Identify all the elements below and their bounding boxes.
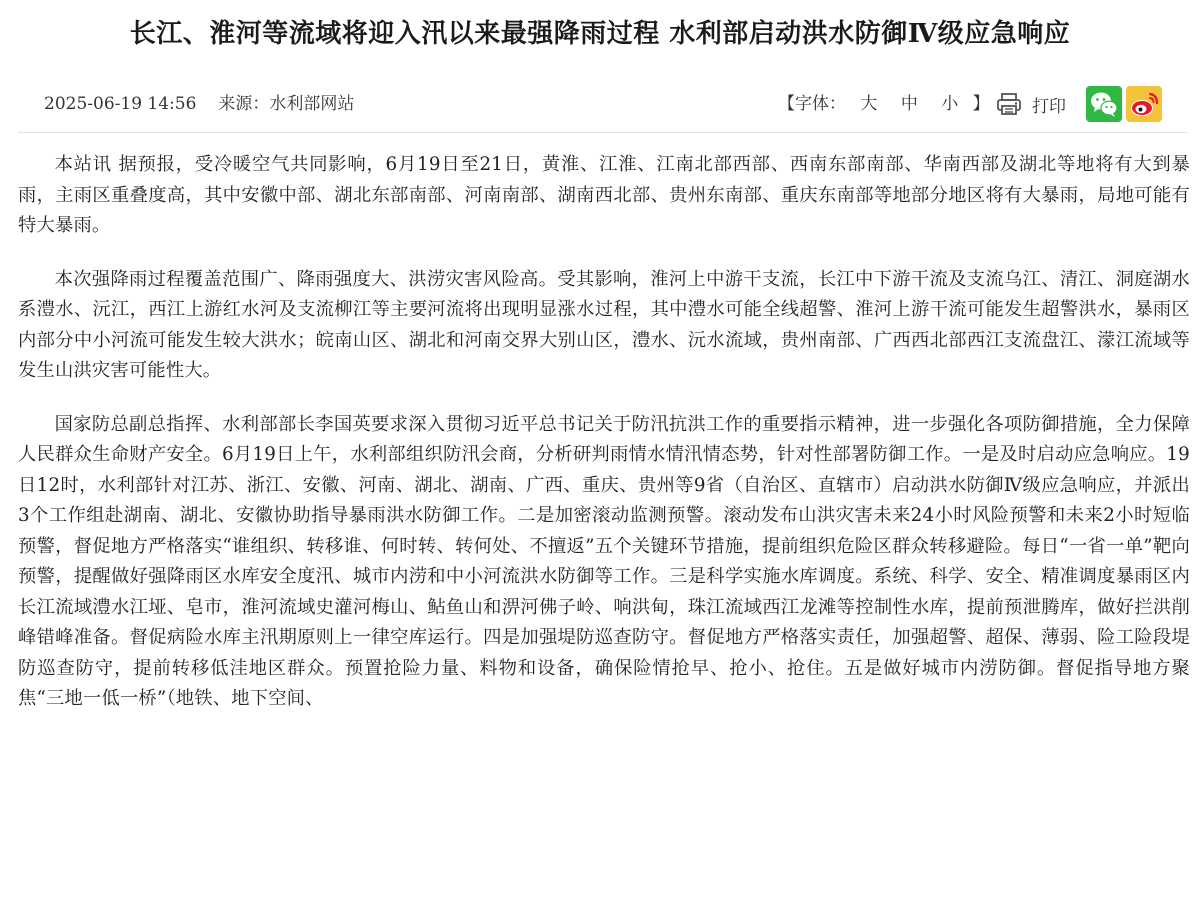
article-paragraph: 本站讯 据预报，受冷暖空气共同影响，6月19日至21日，黄淮、江淮、江南北部西部、西南东部南部、华南西部及湖北等地将有大到暴雨，主雨区重叠度高，其中安徽中部、湖北东部南部、河南南部、湖南西北部、贵州东南部、重庆东南部等地部分地区将有大暴雨，局地可能有特大暴雨。 bbox=[18, 154, 1190, 236]
font-medium-button[interactable]: 中 bbox=[900, 94, 918, 114]
font-size-control bbox=[778, 92, 990, 116]
print-label: 打印 bbox=[1032, 96, 1066, 117]
source-label: 来源： bbox=[218, 94, 270, 114]
article-paragraph: 本次强降雨过程覆盖范围广、降雨强度大、洪涝灾害风险高。受其影响，淮河上中游干支流，长江中下游干流及支流乌江、清江、洞庭湖水系澧水、沅江，西江上游红水河及支流柳江等主要河流将出现明显涨水过程，其中澧水可能全线超警、淮河上游干流可能发生超警洪水，暴雨区内部分中小河流可能发生较大洪水；皖南山区、湖北和河南交界大别山区，澧水、沅水流域，贵州南部、广西西北部西江支流盘江、濛江流域等发生山洪灾害可能性大。 bbox=[18, 268, 1190, 381]
font-small-button[interactable]: 小 bbox=[941, 94, 959, 114]
font-large-button[interactable]: 大 bbox=[860, 94, 878, 114]
wechat-share-button[interactable] bbox=[1086, 86, 1122, 122]
article-meta bbox=[44, 92, 354, 116]
weibo-icon bbox=[1126, 86, 1162, 122]
publish-date: 2025-06-19 14:56 bbox=[44, 94, 197, 114]
article-title: 长江、淮河等流域将迎入汛以来最强降雨过程 水利部启动洪水防御Ⅳ级应急响应 bbox=[129, 19, 1071, 49]
print-button[interactable] bbox=[996, 90, 1066, 118]
article-paragraph: 国家防总副总指挥、水利部部长李国英要求深入贯彻习近平总书记关于防汛抗洪工作的重要指示精神，进一步强化各项防御措施，全力保障人民群众生命财产安全。6月19日上午，水利部组织防汛会商，分析研判雨情水情汛情态势，针对性部署防御工作。一是及时启动应急响应。19日12时，水利部针对江苏、浙江、安徽、河南、湖北、湖南、广西、重庆、贵州等9省（自治区、直辖市）启动洪水防御Ⅳ级应急响应，并派出3个工作组赴湖南、湖北、安徽协助指导暴雨洪水防御工作。二是加密滚动监测预警。滚动发布山洪灾害未来24小时风险预警和未来2小时短临预警，督促地方严格落实“谁组织、转移谁、何时转、转何处、不擅返”五个关键环节措施，提前组织危险区群众转移避险。每日“一省一单”靶向预警，提醒做好强降雨区水库安全度汛、城市内涝和中小河流洪水防御等工作。三是科学实施水库调度。系统、科学、安全、精准调度暴雨区内长江流域澧水江垭、皂市，淮河流域史灌河梅山、鲇鱼山和淠河佛子岭、响洪甸，珠江流域西江龙滩等控制性水库，提前预泄腾库，做好拦洪削峰错峰准备。督促病险水库主汛期原则上一律空库运行。四是加强堤防巡查防守。督促地方严格落实责任，加强超警、超保、薄弱、险工险段堤防巡查防守，提前转移低洼地区群众。预置抢险力量、料物和设备，确保险情抢早、抢小、抢住。五是做好城市内涝防御。督促指导地方聚焦“三地一低一桥”（地铁、地下空间、 bbox=[18, 413, 1190, 709]
font-label: 【字体： bbox=[778, 94, 846, 114]
weibo-share-button[interactable] bbox=[1126, 86, 1162, 122]
article-meta-bar bbox=[18, 76, 1188, 133]
printer-icon bbox=[996, 92, 1022, 116]
wechat-icon bbox=[1086, 86, 1122, 122]
font-label-close: 】 bbox=[972, 94, 990, 114]
article-body bbox=[18, 150, 1190, 738]
source-name: 水利部网站 bbox=[269, 94, 355, 114]
